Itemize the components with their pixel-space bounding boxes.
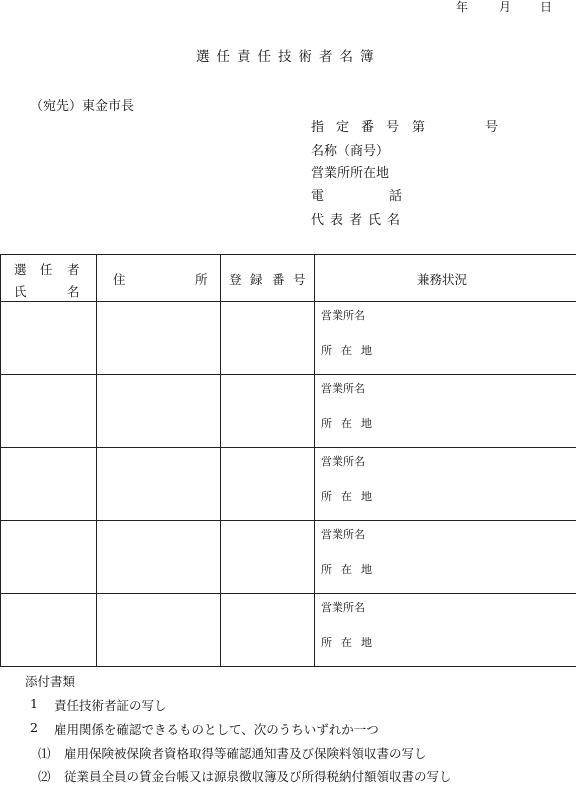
table-header-row xyxy=(1,255,576,302)
header-name-char: 任 xyxy=(40,260,53,278)
header-registration-char: 登 xyxy=(229,270,242,288)
name-cell[interactable] xyxy=(1,448,97,521)
address-cell[interactable] xyxy=(97,594,221,667)
table-row xyxy=(1,448,576,521)
representative-char: 代 xyxy=(311,209,324,228)
table-row xyxy=(1,521,576,594)
location-label-char: 在 xyxy=(341,634,352,650)
name-cell[interactable] xyxy=(1,375,97,448)
location-label-char: 在 xyxy=(341,488,352,504)
registration-number-cell[interactable] xyxy=(221,302,315,375)
address-cell[interactable] xyxy=(97,448,221,521)
status-cell[interactable] xyxy=(315,302,576,375)
attachment-text: 雇用関係を確認できるものとして、次のうちいずれか一つ xyxy=(54,720,379,738)
address-cell[interactable] xyxy=(97,375,221,448)
address-cell[interactable] xyxy=(97,521,221,594)
status-cell[interactable] xyxy=(315,448,576,521)
name-cell[interactable] xyxy=(1,521,97,594)
header-name xyxy=(1,255,97,302)
office-name-label: 営業所名 xyxy=(321,526,365,542)
designation-char: 号 xyxy=(386,116,399,135)
location-label-char: 所 xyxy=(321,561,332,577)
representative-char: 表 xyxy=(330,209,343,228)
representative-char: 者 xyxy=(349,209,362,228)
header-name-char: 氏 xyxy=(14,282,27,300)
attachment-text: 従業員全員の賃金台帳又は源泉徴収簿及び所得税納付額領収書の写し xyxy=(64,767,452,785)
address-cell[interactable] xyxy=(97,302,221,375)
location-label-char: 地 xyxy=(361,415,372,431)
header-name-char: 者 xyxy=(67,260,80,278)
office-name-label: 営業所名 xyxy=(321,380,365,396)
registration-number-cell[interactable] xyxy=(221,448,315,521)
name-cell[interactable] xyxy=(1,594,97,667)
location-label-char: 在 xyxy=(341,561,352,577)
registration-number-cell[interactable] xyxy=(221,375,315,448)
location-label-char: 地 xyxy=(361,488,372,504)
header-name-char: 選 xyxy=(14,260,27,278)
roster-body xyxy=(1,302,576,667)
representative-char: 氏 xyxy=(368,209,381,228)
attachment-text: 責任技術者証の写し xyxy=(54,696,167,714)
attachment-number: ⑴ xyxy=(38,744,51,762)
table-row xyxy=(1,594,576,667)
designation-char: 第 xyxy=(412,116,425,135)
phone-char: 電 xyxy=(311,185,324,204)
designation-char: 指 xyxy=(311,116,324,135)
office-name-label: 営業所名 xyxy=(321,453,365,469)
office-name-label: 営業所名 xyxy=(321,307,365,323)
attachment-number: 2 xyxy=(30,720,38,735)
location-label-char: 地 xyxy=(361,634,372,650)
header-name-char: 名 xyxy=(67,282,80,300)
header-status-label: 兼務状況 xyxy=(417,270,467,288)
designation-char: 番 xyxy=(361,116,374,135)
header-registration-char: 録 xyxy=(250,270,263,288)
date-year-label: 年 xyxy=(456,0,468,15)
designation-char: 定 xyxy=(336,116,349,135)
attachment-text: 雇用保険被保険者資格取得等確認通知書及び保険料領収書の写し xyxy=(64,744,427,762)
date-day-label: 日 xyxy=(540,0,552,15)
document-title: 選任責任技術者名簿 xyxy=(196,45,381,65)
location-label-char: 所 xyxy=(321,415,332,431)
header-registration-char: 号 xyxy=(293,270,306,288)
office-name-label: 営業所名 xyxy=(321,599,365,615)
office-address-label: 営業所所在地 xyxy=(311,162,389,181)
header-registration-number xyxy=(221,255,315,302)
table-row xyxy=(1,375,576,448)
header-address-char: 住 xyxy=(113,270,126,288)
attachment-number: 1 xyxy=(30,696,38,711)
name-cell[interactable] xyxy=(1,302,97,375)
attachment-number: ⑵ xyxy=(38,767,51,785)
registration-number-cell[interactable] xyxy=(221,594,315,667)
date-month-label: 月 xyxy=(499,0,511,15)
table-row xyxy=(1,302,576,375)
attachments-heading: 添付書類 xyxy=(25,672,75,690)
header-address xyxy=(97,255,221,302)
status-cell[interactable] xyxy=(315,375,576,448)
designation-suffix: 号 xyxy=(485,116,498,135)
phone-char: 話 xyxy=(389,185,402,204)
trade-name-label: 名称（商号） xyxy=(311,140,389,159)
header-address-char: 所 xyxy=(195,270,208,288)
representative-char: 名 xyxy=(387,209,400,228)
location-label-char: 地 xyxy=(361,342,372,358)
header-registration-char: 番 xyxy=(272,270,285,288)
status-cell[interactable] xyxy=(315,521,576,594)
status-cell[interactable] xyxy=(315,594,576,667)
location-label-char: 所 xyxy=(321,342,332,358)
location-label-char: 在 xyxy=(341,342,352,358)
location-label-char: 所 xyxy=(321,634,332,650)
location-label-char: 所 xyxy=(321,488,332,504)
location-label-char: 在 xyxy=(341,415,352,431)
location-label-char: 地 xyxy=(361,561,372,577)
header-concurrent-status xyxy=(315,255,576,302)
addressee: （宛先）東金市長 xyxy=(30,95,134,114)
registration-number-cell[interactable] xyxy=(221,521,315,594)
roster-table xyxy=(0,254,576,667)
